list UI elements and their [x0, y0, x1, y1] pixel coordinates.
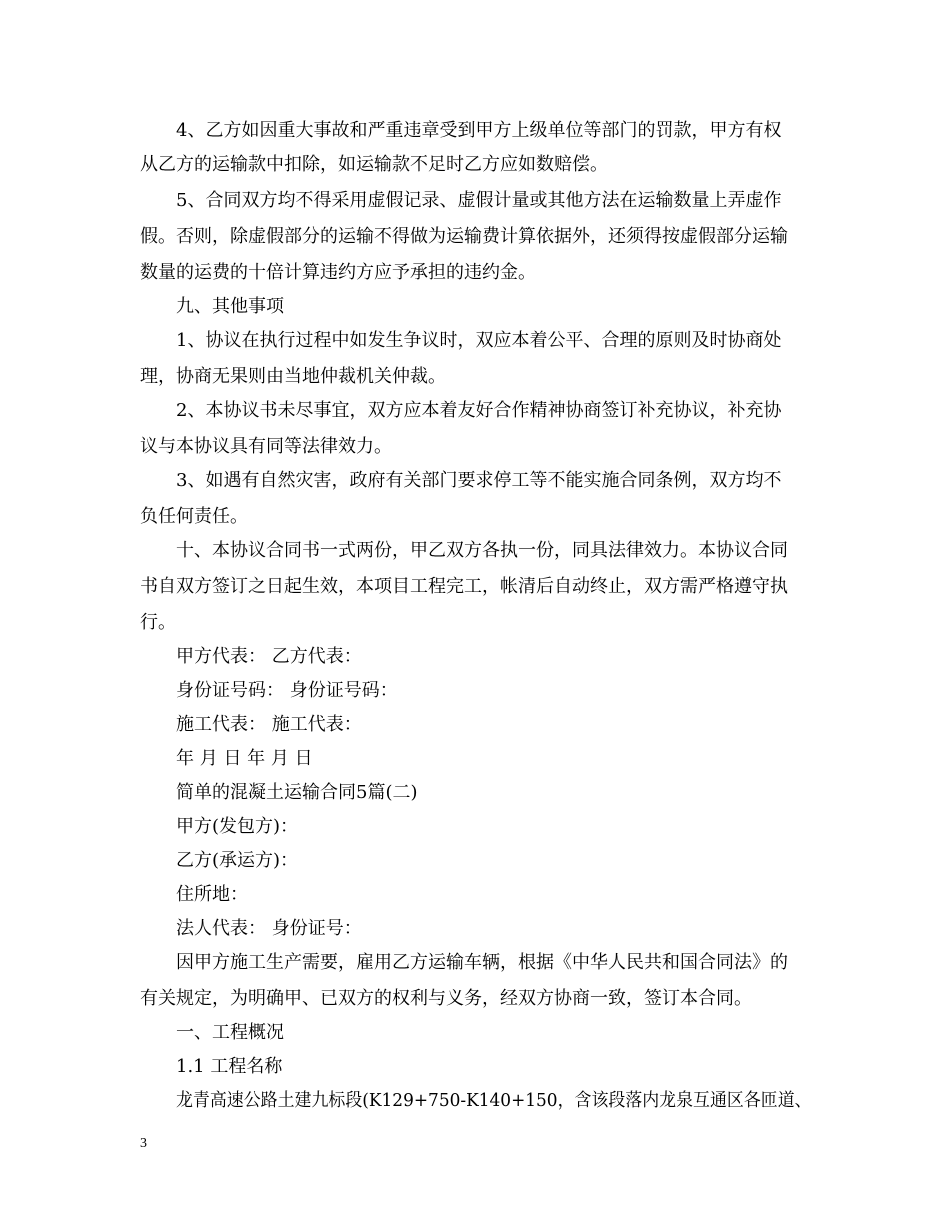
text-line: 议与本协议具有同等法律效力。: [140, 436, 392, 457]
text-line: 行。: [140, 612, 176, 633]
text-line: 龙青高速公路土建九标段(K129+750-K140+150，含该段落内龙泉互通区各匝道、: [176, 1090, 812, 1111]
signature-line: 甲方代表： 乙方代表：: [176, 646, 362, 667]
party-line: 住所地：: [176, 884, 248, 905]
signature-line: 施工代表： 施工代表：: [176, 714, 362, 735]
text-line: 从乙方的运输款中扣除，如运输款不足时乙方应如数赔偿。: [140, 154, 608, 175]
text-line: 4、乙方如因重大事故和严重违章受到甲方上级单位等部门的罚款，甲方有权: [176, 120, 782, 141]
text-line: 书自双方签订之日起生效，本项目工程完工，帐清后自动终止，双方需严格遵守执: [140, 576, 788, 597]
text-line: 有关规定，为明确甲、已双方的权利与义务，经双方协商一致，签订本合同。: [140, 988, 752, 1009]
document-subtitle: 简单的混凝土运输合同5篇(二): [176, 782, 418, 803]
section-heading: 九、其他事项: [176, 296, 284, 317]
section-heading: 一、工程概况: [176, 1022, 284, 1043]
page-number: 3: [140, 1136, 147, 1151]
text-line: 3、如遇有自然灾害，政府有关部门要求停工等不能实施合同条例，双方均不: [176, 470, 782, 491]
text-line: 1、协议在执行过程中如发生争议时，双应本着公平、合理的原则及时协商处: [176, 330, 782, 351]
text-line: 数量的运费的十倍计算违约方应予承担的违约金。: [140, 262, 536, 283]
party-line: 甲方(发包方)：: [176, 816, 299, 837]
subsection-heading: 1.1 工程名称: [176, 1056, 283, 1077]
text-line: 因甲方施工生产需要，雇用乙方运输车辆，根据《中华人民共和国合同法》的: [176, 952, 788, 973]
text-line: 理，协商无果则由当地仲裁机关仲裁。: [140, 366, 446, 387]
text-line: 十、本协议合同书一式两份，甲乙双方各执一份，同具法律效力。本协议合同: [176, 540, 788, 561]
signature-line: 身份证号码： 身份证号码：: [176, 680, 398, 701]
date-line: 年 月 日 年 月 日: [176, 748, 313, 769]
text-line: 5、合同双方均不得采用虚假记录、虚假计量或其他方法在运输数量上弄虚作: [176, 190, 782, 211]
text-line: 假。否则，除虚假部分的运输不得做为运输费计算依据外，还须得按虚假部分运输: [140, 226, 788, 247]
text-line: 负任何责任。: [140, 506, 248, 527]
text-line: 2、本协议书未尽事宜，双方应本着友好合作精神协商签订补充协议，补充协: [176, 400, 782, 421]
party-line: 乙方(承运方)：: [176, 850, 299, 871]
party-line: 法人代表： 身份证号：: [176, 918, 362, 939]
